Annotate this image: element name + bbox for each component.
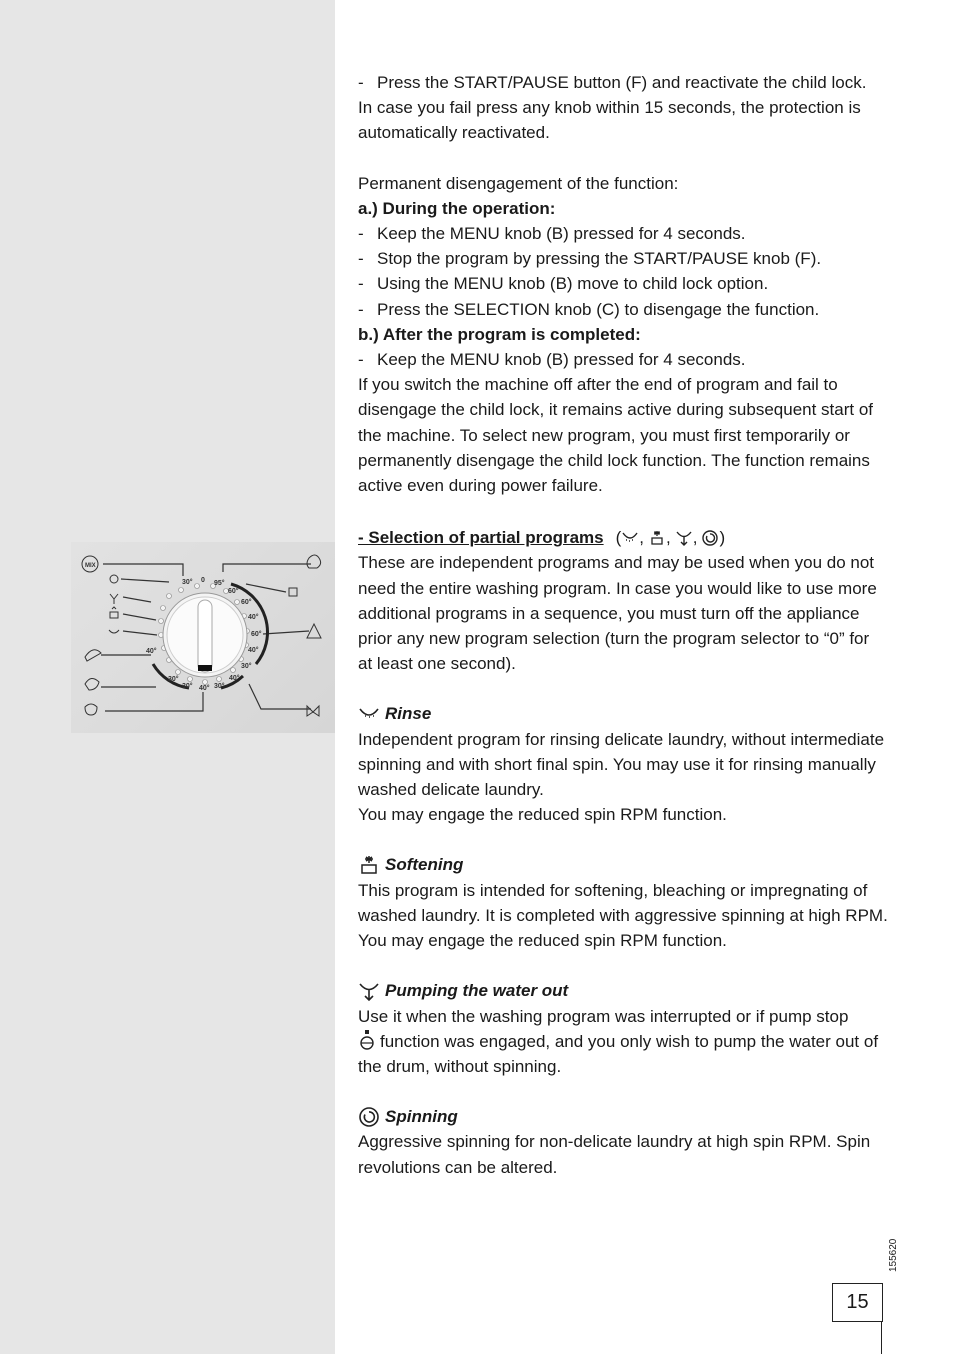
dial-temp: 30° (182, 579, 193, 586)
partial-programs-heading (358, 525, 888, 550)
rinse-note: You may engage the reduced spin RPM function. (358, 805, 727, 825)
document-number: 155620 (888, 1238, 899, 1272)
shirt-icon (289, 588, 297, 596)
list-item (358, 221, 888, 246)
rinse-icon (109, 630, 119, 633)
pumping-heading (358, 978, 888, 1003)
paren-open: ( (615, 528, 622, 548)
dial-temp: 60° (251, 631, 262, 638)
page-number-rule (881, 1321, 882, 1354)
wool-icon (85, 704, 97, 715)
spin-icon (110, 575, 118, 583)
dial-temp: 30° (182, 683, 193, 690)
list-item-text: Press the SELECTION knob (C) to disengage the function. (377, 299, 820, 319)
shoe-icon (85, 650, 101, 661)
spinning-body: Aggressive spinning for non-delicate laundry at high spin RPM. Spin revolutions can be altered. (358, 1132, 871, 1177)
softening-title: Softening (385, 855, 464, 875)
pumping-title: Pumping the water out (385, 981, 569, 1001)
warning-icon (307, 624, 321, 638)
list-item (358, 70, 888, 95)
list-dash: - (358, 73, 364, 92)
permanent-title: Permanent disengagement of the function: (358, 173, 679, 193)
list-item-text: Using the MENU knob (B) move to child lock option. (377, 274, 769, 294)
dial-temp: 40° (199, 685, 210, 692)
pump-icon (675, 529, 693, 547)
partial-programs-title: - Selection of partial programs (358, 528, 604, 548)
list-item (358, 271, 888, 296)
softening-icon (648, 529, 666, 547)
spin-icon (701, 529, 719, 547)
list-item-text: Stop the program by pressing the START/PAUSE knob (F). (377, 249, 822, 269)
list-item-text: Keep the MENU knob (B) pressed for 4 seconds. (377, 350, 746, 370)
bell-icon (307, 555, 321, 568)
list-dash: - (358, 224, 364, 244)
dial-temp: 40° (248, 647, 259, 654)
during-operation-heading: a.) During the operation: (358, 198, 556, 218)
list-dash: - (358, 350, 364, 370)
pumping-body-rest (358, 1029, 888, 1079)
dial-temp: 0 (201, 577, 205, 584)
rinse-icon (621, 529, 639, 547)
dial-temp: 60° (228, 588, 239, 595)
list-dash: - (358, 299, 364, 319)
paren-close: ) (719, 528, 726, 548)
spinning-heading (358, 1104, 888, 1129)
dial-temp: 40° (248, 614, 259, 621)
rinse-icon (358, 703, 380, 725)
comma: , (666, 528, 671, 548)
dial-temp: 40° (146, 648, 157, 655)
dial-temp: 30° (214, 683, 225, 690)
softening-body: This program is intended for softening, bleaching or impregnating of washed laundry. It is completed with aggressive spinning at high RPM. (358, 880, 888, 925)
pump-icon (110, 594, 118, 604)
list-item (358, 347, 888, 372)
page-number: 15 (832, 1283, 883, 1322)
comma: , (692, 528, 698, 548)
spinning-title: Spinning (385, 1107, 458, 1127)
list-dash: - (358, 249, 364, 269)
pump-icon (358, 980, 380, 1002)
pumping-body-line: Use it when the washing program was interrupted or if pump stop (358, 1006, 849, 1026)
hand-wash-icon (85, 678, 99, 690)
softening-icon (358, 854, 380, 876)
mix-label: MIX (85, 563, 96, 569)
softening-heading (358, 852, 888, 877)
list-item (358, 297, 888, 322)
pumping-body-text: function was engaged, and you only wish to pump the water out of the drum, without spinning. (358, 1031, 879, 1076)
dial-temp: 30° (168, 676, 179, 683)
rinse-heading (358, 701, 888, 726)
spin-icon (358, 1106, 380, 1128)
main-text-column (358, 70, 888, 1180)
intro-note: In case you fail press any knob within 15 seconds, the protection is automatically reactivated. (358, 98, 861, 143)
dial-temp: 60° (241, 599, 252, 606)
pump-stop-icon (358, 1030, 376, 1050)
butterfly-icon (307, 706, 319, 716)
list-item-text: Keep the MENU knob (B) pressed for 4 seconds. (377, 224, 746, 244)
list-item-text: Press the START/PAUSE button (F) and reactivate the child lock. (377, 73, 867, 92)
rinse-body: Independent program for rinsing delicate laundry, without intermediate spinning and with short final spin. You may use it for rinsing manually washed delicate laundry. (358, 729, 885, 800)
softening-icon (110, 607, 118, 618)
comma: , (639, 528, 645, 548)
rinse-title: Rinse (385, 704, 432, 724)
child-lock-note: If you switch the machine off after the end of program and fail to disengage the child lock, it remains active during subsequent start of the machine. To select new program, you must first temporarily or permanently disengage the child lock function. The function remains active even during power failure. (358, 375, 874, 496)
dial-temp: 40° (229, 675, 240, 682)
list-item (358, 246, 888, 271)
program-selector-figure (71, 542, 335, 733)
after-program-heading: b.) After the program is completed: (358, 324, 641, 344)
dial-temp: 30° (241, 663, 252, 670)
program-dial-diagram (71, 542, 335, 733)
softening-note: You may engage the reduced spin RPM function. (358, 931, 727, 951)
dial-temp: 95° (214, 580, 225, 587)
partial-programs-body: These are independent programs and may be used when you do not need the entire washing program. In case you would like to use more additional programs in a sequence, you must turn off the appliance prior any new program selection (turn the program selector to “0” for at least one second). (358, 553, 877, 674)
list-dash: - (358, 274, 364, 294)
